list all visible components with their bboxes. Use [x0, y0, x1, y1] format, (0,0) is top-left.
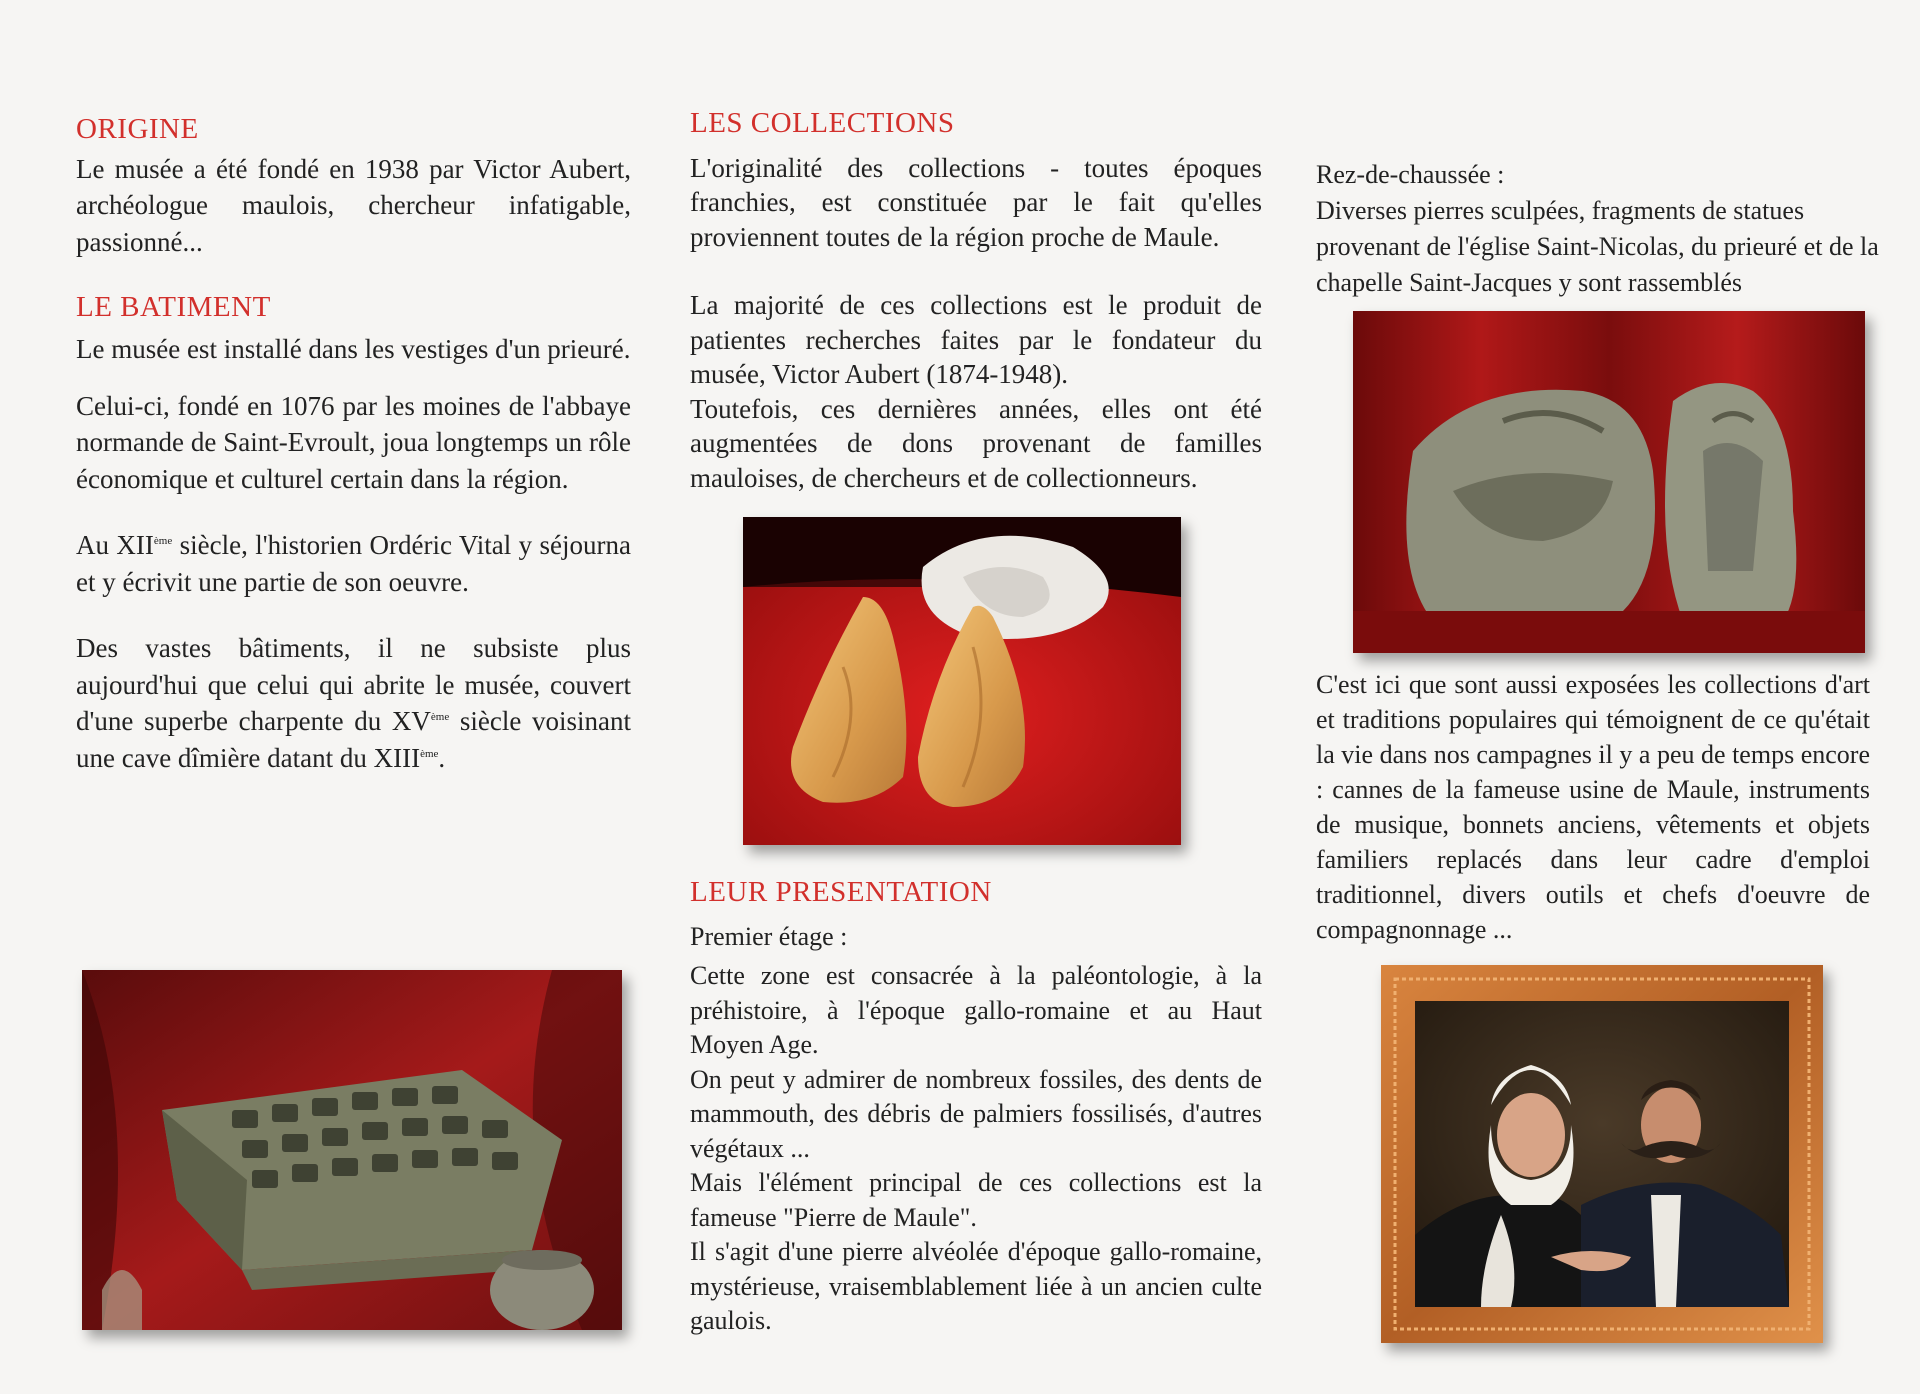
photo-sculpted-stones	[1353, 311, 1865, 653]
origine-text: Le musée a été fondé en 1938 par Victor Aubert, archéologue maulois, chercheur infatigable, passionné...	[76, 153, 631, 257]
batiment-paragraph-3: Au XIIème siècle, l'historien Ordéric Vital y séjourna et y écrivit une partie de son oeuvre.	[76, 530, 631, 597]
column-right-lower	[1316, 667, 1870, 947]
heading-collections: LES COLLECTIONS	[690, 107, 955, 139]
heading-origine: ORIGINE	[76, 113, 199, 145]
batiment-paragraph-2: Celui-ci, fondé en 1076 par les moines de l'abbaye normande de Saint-Evroult, joua longtemps un rôle économique et culturel certain dans la région.	[76, 390, 631, 494]
column-middle	[690, 106, 1262, 495]
photo-pierre-de-maule	[82, 970, 622, 1330]
column-right	[1316, 157, 1896, 301]
heading-presentation: LEUR PRESENTATION	[690, 876, 992, 908]
ground-paragraph-2: C'est ici que sont aussi exposées les collections d'art et traditions populaires qui témoignent de ce qu'était la vie dans nos campagnes il y a peu de temps encore : cannes de la fameuse usine de Maule, instruments de musique, bonnets anciens, vêtements et objets familiers replacés dans leur cadre d'emploi traditionnel, divers outils et chefs d'oeuvre de compagnonnage ...	[1316, 670, 1870, 944]
presentation-paragraph-1: Cette zone est consacrée à la paléontologie, à la préhistoire, à l'époque gallo-romaine et au Haut Moyen Age.	[690, 961, 1262, 1060]
presentation-paragraph-3: Mais l'élément principal de ces collections est la fameuse "Pierre de Maule".	[690, 1168, 1262, 1232]
collections-paragraph-1: L'originalité des collections - toutes époques franchies, est constituée par le fait qu'elles proviennent toutes de la région proche de Maule.	[690, 152, 1262, 252]
batiment-paragraph-4: Des vastes bâtiments, il ne subsiste plus aujourd'hui que celui qui abrite le musée, couvert d'une superbe charpente du XVème siècle voisinant une cave dîmière datant du XIIIème.	[76, 633, 631, 773]
column-middle-lower	[690, 875, 1262, 1339]
presentation-paragraph-4: Il s'agit d'une pierre alvéolée d'époque gallo-romaine, mystérieuse, vraisemblablement liée à un ancien culte gaulois.	[690, 1237, 1262, 1336]
floor-label-rez-de-chaussee: Rez-de-chaussée :	[1316, 160, 1505, 189]
collections-paragraph-3: Toutefois, ces dernières années, elles ont été augmentées de dons provenant de familles mauloises, de chercheurs et de collectionneurs.	[690, 393, 1262, 493]
floor-label-premier-etage: Premier étage :	[690, 921, 848, 951]
batiment-paragraph-1: Le musée est installé dans les vestiges d'un prieuré.	[76, 334, 631, 365]
photo-portrait-painting	[1381, 965, 1823, 1343]
presentation-paragraph-2: On peut y admirer de nombreux fossiles, des dents de mammouth, des débris de palmiers fossilisés, d'autres végétaux ...	[690, 1064, 1262, 1163]
photo-flint-tools	[743, 517, 1181, 845]
heading-batiment: LE BATIMENT	[76, 291, 271, 324]
column-left	[76, 112, 631, 776]
collections-paragraph-2: La majorité de ces collections est le produit de patientes recherches faites par le fondateur du musée, Victor Aubert (1874-1948).	[690, 290, 1262, 390]
ground-paragraph-1: Diverses pierres sculpées, fragments de statues provenant de l'église Saint-Nicolas, du prieuré et de la chapelle Saint-Jacques y sont rassemblés	[1316, 196, 1879, 297]
